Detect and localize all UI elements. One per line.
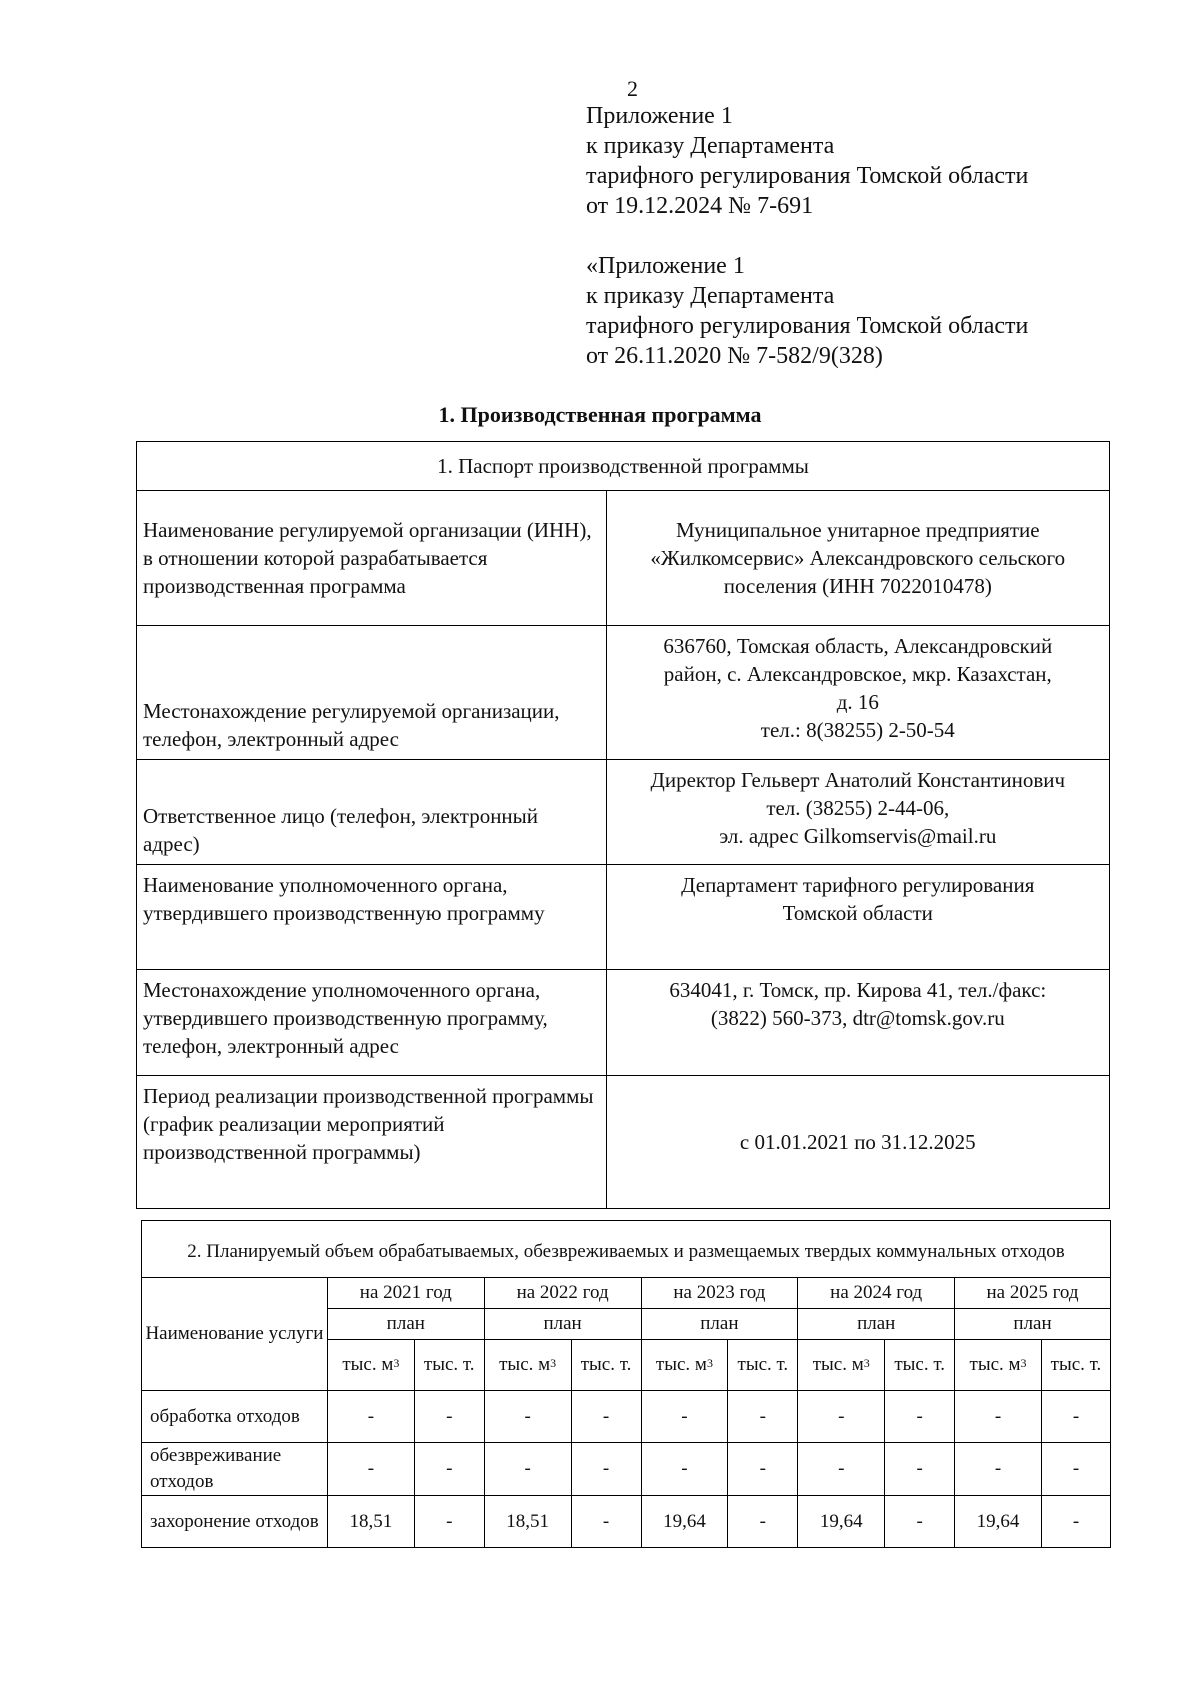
service-header: Наименование услуги [142, 1278, 328, 1391]
passport-row [137, 865, 1110, 970]
plan-header: план [484, 1309, 641, 1340]
table-cell: - [641, 1391, 728, 1443]
table-cell: - [728, 1496, 798, 1548]
passport-value-line: Томской области [782, 901, 933, 925]
plan-header: план [327, 1309, 484, 1340]
passport-row [137, 1076, 1110, 1209]
passport-value-line: Департамент тарифного регулирования [681, 873, 1035, 897]
volume-title: 2. Планируемый объем обрабатываемых, обезвреживаемых и размещаемых твердых коммунальных отходов [142, 1221, 1111, 1278]
table-cell: 19,64 [641, 1496, 728, 1548]
appendix-current-line1: Приложение 1 [586, 103, 733, 129]
passport-value-line: «Жилкомсервис» Александровского сельского [650, 546, 1066, 570]
plan-header: план [798, 1309, 955, 1340]
passport-value-line: Муниципальное унитарное предприятие [675, 518, 1040, 542]
year-header: на 2025 год [955, 1278, 1111, 1309]
table-cell: - [885, 1496, 955, 1548]
passport-value-line: д. 16 [836, 690, 879, 714]
unit-header-volume: тыс. $м^3$ [484, 1340, 571, 1391]
passport-value [606, 491, 1109, 626]
table-cell: - [414, 1391, 484, 1443]
passport-value-line: поселения (ИНН 7022010478) [723, 574, 992, 598]
table-cell: - [1041, 1391, 1110, 1443]
unit-header-mass: тыс. т. [571, 1340, 641, 1391]
year-header: на 2024 год [798, 1278, 955, 1309]
passport-header: 1. Паспорт производственной программы [137, 442, 1110, 491]
table-cell: - [641, 1443, 728, 1496]
table-cell: - [571, 1391, 641, 1443]
passport-value-line: район, с. Александровское, мкр. Казахстан, [663, 662, 1052, 686]
table-cell: - [571, 1496, 641, 1548]
table-cell: - [414, 1496, 484, 1548]
table-cell: - [885, 1391, 955, 1443]
year-header: на 2022 год [484, 1278, 641, 1309]
passport-label: Местонахождение регулируемой организации, телефон, электронный адрес [137, 626, 607, 760]
appendix-current-line3: тарифного регулирования Томской области [586, 163, 1029, 189]
passport-value [606, 626, 1109, 760]
passport-table [136, 441, 1110, 1209]
service-name: обезвреживание отходов [142, 1443, 328, 1496]
table-cell: - [955, 1443, 1042, 1496]
year-header: на 2023 год [641, 1278, 798, 1309]
passport-value [606, 760, 1109, 865]
service-name: обработка отходов [142, 1391, 328, 1443]
table-cell: 18,51 [327, 1496, 414, 1548]
year-header: на 2021 год [327, 1278, 484, 1309]
table-cell: - [484, 1391, 571, 1443]
table-cell: 19,64 [955, 1496, 1042, 1548]
passport-value [606, 1076, 1109, 1209]
passport-row [137, 626, 1110, 760]
table-cell: - [728, 1391, 798, 1443]
unit-header-volume: тыс. $м^3$ [327, 1340, 414, 1391]
passport-label: Наименование регулируемой организации (ИНН), в отношении которой разрабатывается производственная программа [137, 491, 607, 626]
table-cell: 19,64 [798, 1496, 885, 1548]
table-cell: - [327, 1443, 414, 1496]
unit-header-volume: тыс. $м^3$ [798, 1340, 885, 1391]
unit-header-mass: тыс. т. [885, 1340, 955, 1391]
passport-value-line: 636760, Томская область, Александровский [663, 634, 1053, 658]
section-title: 1. Производственная программа [438, 402, 762, 427]
passport-value-line: эл. адрес Gilkomservis@mail.ru [719, 824, 997, 848]
passport-value [606, 970, 1109, 1076]
passport-row [137, 970, 1110, 1076]
table-row [142, 1391, 1111, 1443]
passport-row [137, 491, 1110, 626]
service-name: захоронение отходов [142, 1496, 328, 1548]
unit-header-volume: тыс. $м^3$ [955, 1340, 1042, 1391]
appendix-previous-line2: к приказу Департамента [586, 283, 835, 309]
table-cell: - [327, 1391, 414, 1443]
plan-header: план [641, 1309, 798, 1340]
passport-label: Ответственное лицо (телефон, электронный адрес) [137, 760, 607, 865]
table-row [142, 1443, 1111, 1496]
appendix-previous-line4: от 26.11.2020 № 7-582/9(328) [586, 343, 883, 369]
table-cell: - [955, 1391, 1042, 1443]
passport-value-line: (3822) 560-373, dtr@tomsk.gov.ru [710, 1006, 1005, 1030]
unit-header-mass: тыс. т. [414, 1340, 484, 1391]
table-cell: - [798, 1391, 885, 1443]
passport-value-line: с 01.01.2021 по 31.12.2025 [739, 1130, 976, 1154]
table-cell: - [1041, 1443, 1110, 1496]
table-cell: - [798, 1443, 885, 1496]
appendix-current [586, 101, 1028, 221]
plan-header: план [955, 1309, 1111, 1340]
table-cell: - [571, 1443, 641, 1496]
table-cell: - [1041, 1496, 1110, 1548]
passport-value [606, 865, 1109, 970]
passport-value-line: тел. (38255) 2-44-06, [766, 796, 950, 820]
passport-value-line: Директор Гельверт Анатолий Константинович [650, 768, 1066, 792]
unit-header-mass: тыс. т. [728, 1340, 798, 1391]
passport-value-line: 634041, г. Томск, пр. Кирова 41, тел./факс: [669, 978, 1047, 1002]
page-number: 2 [627, 76, 638, 101]
appendix-previous-line1: «Приложение 1 [586, 253, 745, 279]
table-row [142, 1496, 1111, 1548]
passport-row [137, 760, 1110, 865]
table-cell: - [484, 1443, 571, 1496]
passport-label: Местонахождение уполномоченного органа, утвердившего производственную программу, телефон, электронный адрес [137, 970, 607, 1076]
passport-value-line: тел.: 8(38255) 2-50-54 [760, 718, 955, 742]
unit-header-volume: тыс. $м^3$ [641, 1340, 728, 1391]
table-cell: - [885, 1443, 955, 1496]
appendix-previous-line3: тарифного регулирования Томской области [586, 313, 1029, 339]
passport-label: Период реализации производственной программы (график реализации мероприятий производственной программы) [137, 1076, 607, 1209]
appendix-current-line4: от 19.12.2024 № 7-691 [586, 193, 814, 219]
unit-header-mass: тыс. т. [1041, 1340, 1110, 1391]
appendix-current-line2: к приказу Департамента [586, 133, 835, 159]
passport-label: Наименование уполномоченного органа, утвердившего производственную программу [137, 865, 607, 970]
table-cell: 18,51 [484, 1496, 571, 1548]
appendix-previous [586, 251, 1028, 371]
table-cell: - [414, 1443, 484, 1496]
volume-table [141, 1220, 1111, 1548]
table-cell: - [728, 1443, 798, 1496]
